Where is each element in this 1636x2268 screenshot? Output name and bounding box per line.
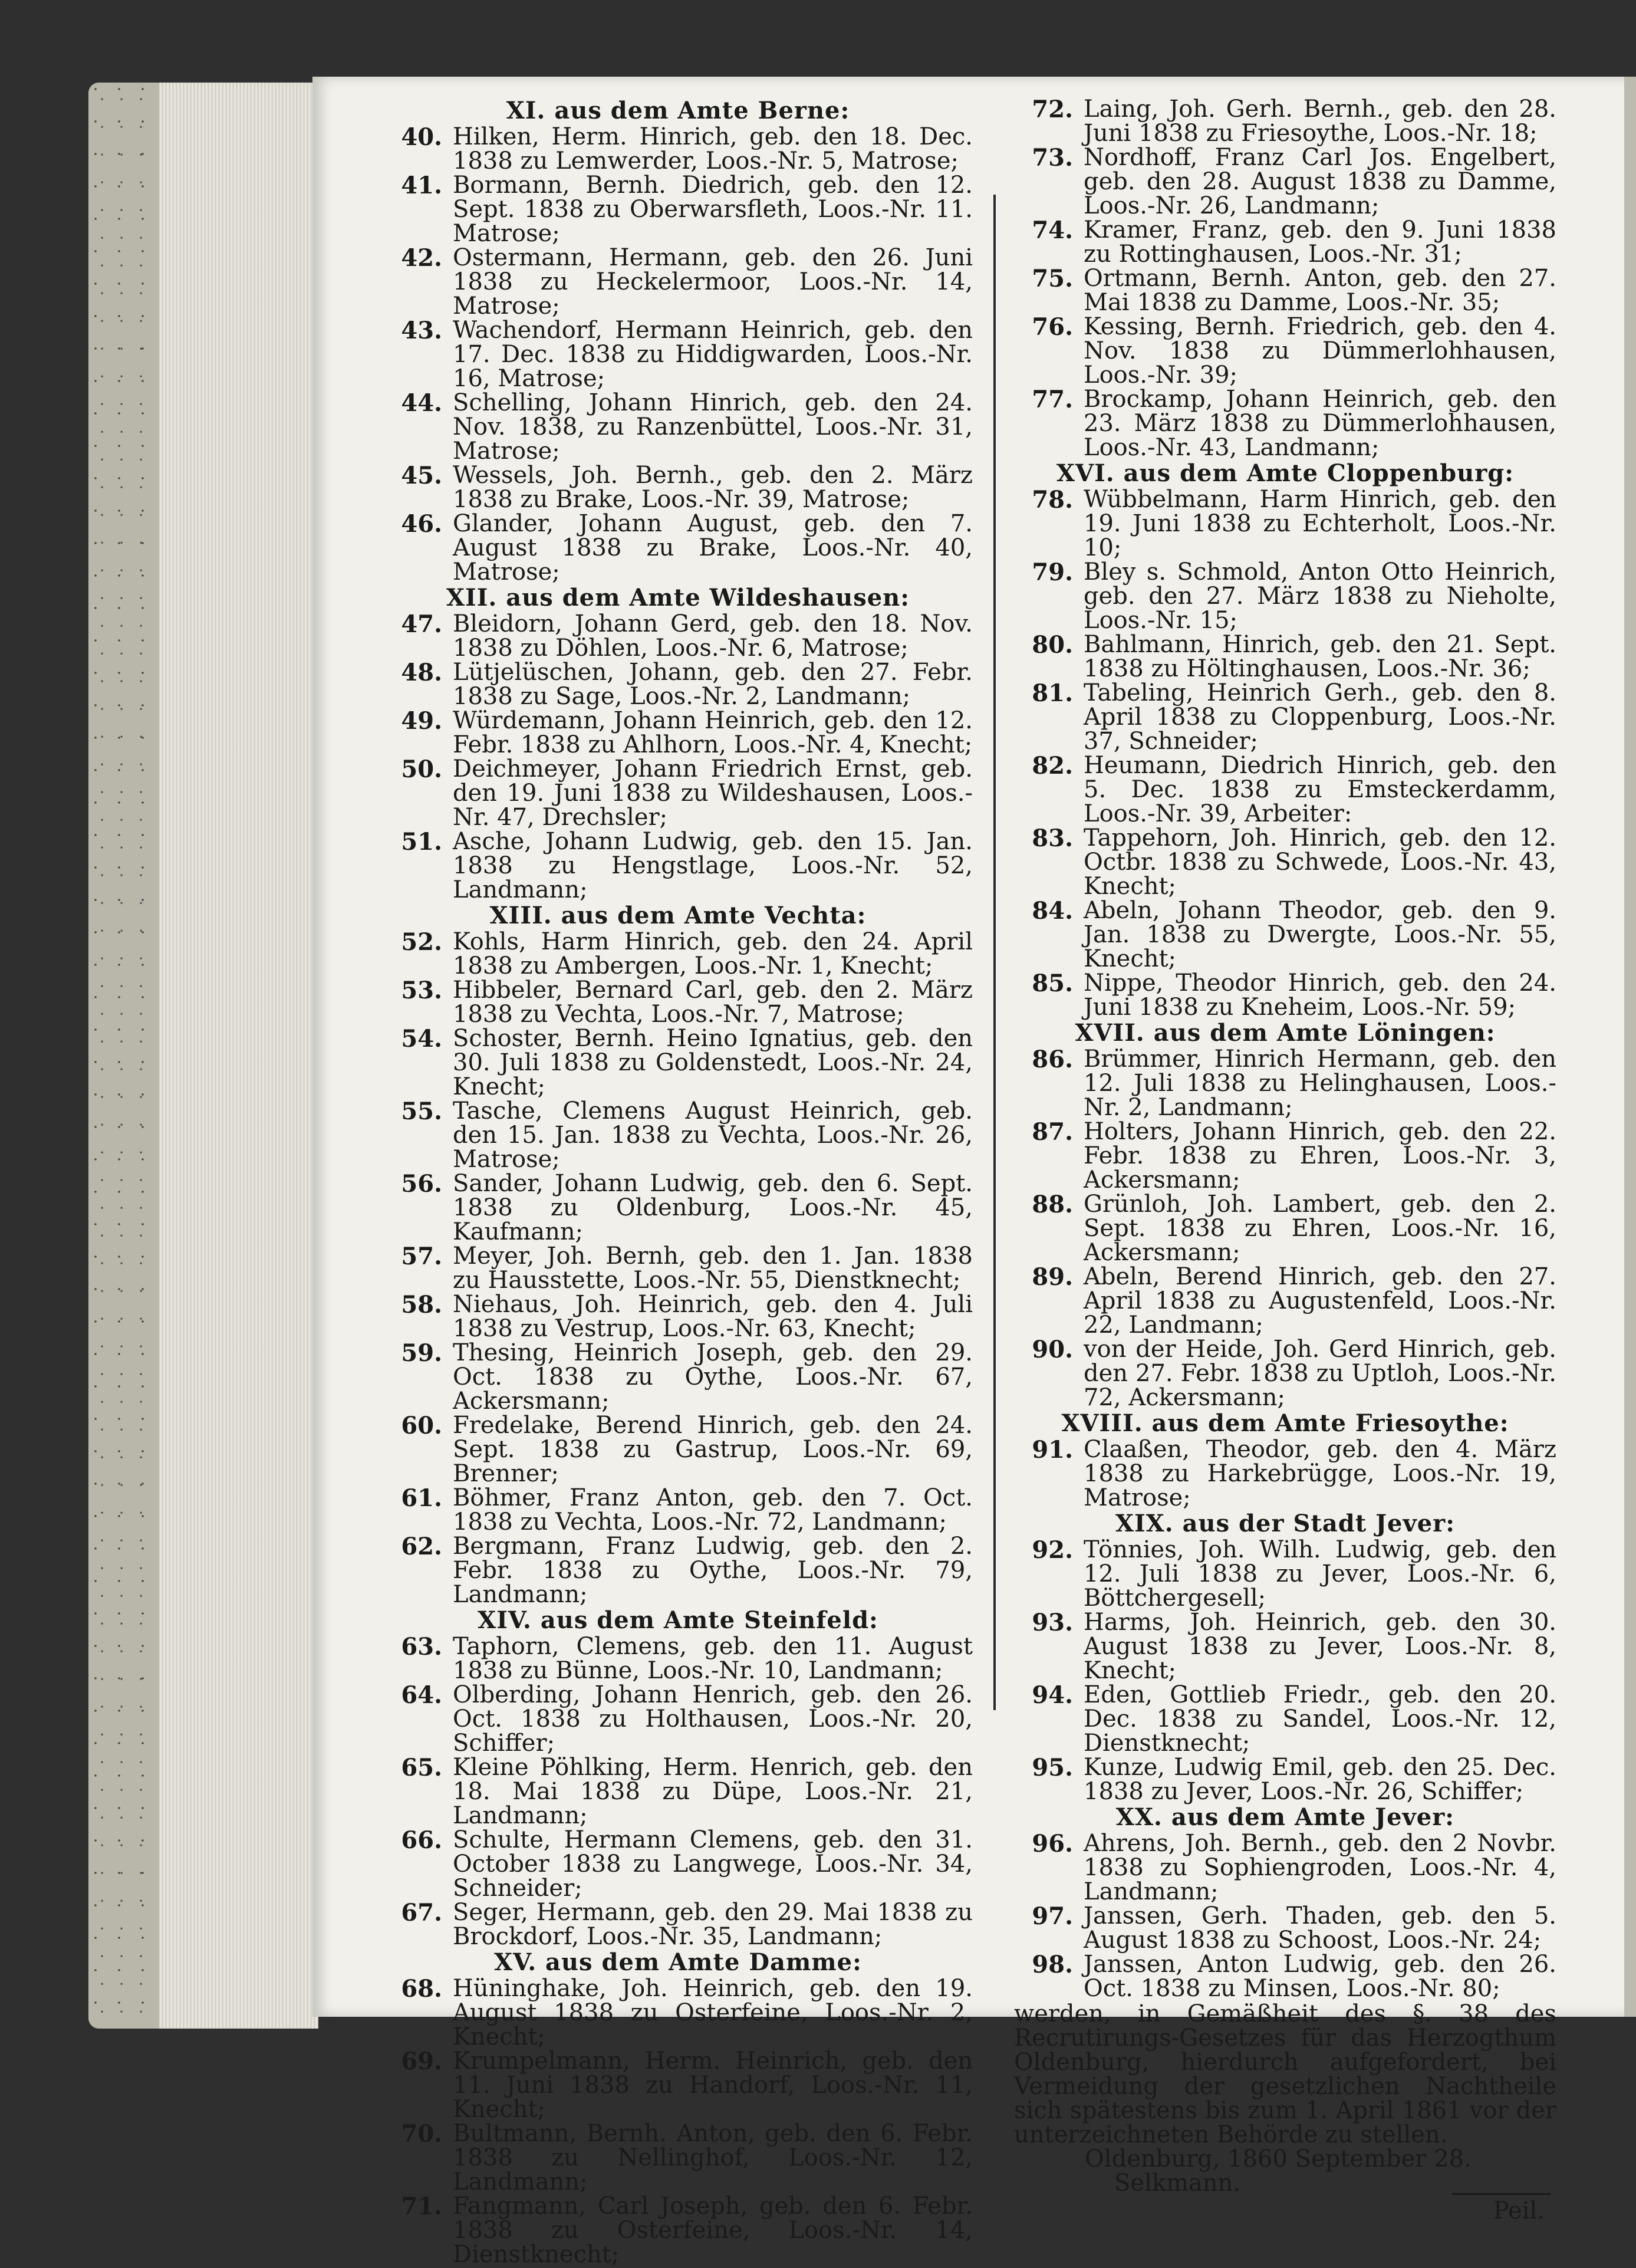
entry-text: Meyer, Joh. Bernh, geb. den 1. Jan. 1838 zu Hausstette, Loos.-Nr. 55, Dienstknecht; bbox=[453, 1243, 973, 1294]
entry-number: 74. bbox=[1032, 216, 1073, 244]
entry-number: 47. bbox=[401, 610, 442, 638]
entry-text: Ostermann, Hermann, geb. den 26. Juni 1838 zu Heckelermoor, Loos.-Nr. 14, Matrose; bbox=[453, 244, 973, 320]
register-entry bbox=[383, 2194, 973, 2267]
register-entry bbox=[1014, 1047, 1556, 1120]
entry-text: Niehaus, Joh. Heinrich, geb. den 4. Juli 1838 zu Vestrup, Loos.-Nr. 63, Knecht; bbox=[453, 1291, 973, 1342]
entry-text: Tönnies, Joh. Wilh. Ludwig, geb. den 12. Juli 1838 zu Jever, Loos.-Nr. 6, Böttchergesell; bbox=[1084, 1536, 1556, 1612]
entry-number: 46. bbox=[401, 510, 442, 538]
entry-number: 75. bbox=[1032, 265, 1073, 292]
entry-number: 61. bbox=[401, 1484, 442, 1512]
entry-number: 76. bbox=[1032, 313, 1073, 341]
entry-text: Lütjelüschen, Johann, geb. den 27. Febr. 1838 zu Sage, Loos.-Nr. 2, Landmann; bbox=[453, 659, 973, 710]
entry-number: 94. bbox=[1032, 1681, 1073, 1709]
entry-text: Bergmann, Franz Ludwig, geb. den 2. Febr. 1838 zu Oythe, Loos.-Nr. 79, Landmann; bbox=[453, 1533, 973, 1608]
entry-number: 63. bbox=[401, 1633, 442, 1661]
register-entry bbox=[1014, 1756, 1556, 1804]
register-entry bbox=[383, 173, 973, 246]
entry-text: Schulte, Hermann Clemens, geb. den 31. October 1838 zu Langwege, Loos.-Nr. 34, Schneider; bbox=[453, 1826, 973, 1902]
entry-text: Ahrens, Joh. Bernh., geb. den 2 Novbr. 1838 zu Sophiengroden, Loos.-Nr. 4, Landmann; bbox=[1084, 1830, 1556, 1905]
register-entry bbox=[1014, 1192, 1556, 1265]
signature-peil: Peil. bbox=[1452, 2193, 1551, 2224]
entry-text: Wübbelmann, Harm Hinrich, geb. den 19. Juni 1838 zu Echterholt, Loos.-Nr. 10; bbox=[1084, 486, 1556, 561]
entry-text: Kramer, Franz, geb. den 9. Juni 1838 zu Rottinghausen, Loos.-Nr. 31; bbox=[1084, 216, 1556, 268]
register-entry bbox=[383, 512, 973, 584]
entry-text: Deichmeyer, Johann Friedrich Ernst, geb. den 19. Juni 1838 zu Wildeshausen, Loos.-Nr. 47, Drechsler; bbox=[453, 755, 973, 831]
entry-text: Tappehorn, Joh. Hinrich, geb. den 12. Octbr. 1838 zu Schwede, Loos.-Nr. 43, Knecht; bbox=[1084, 824, 1556, 900]
entry-number: 80. bbox=[1032, 631, 1073, 659]
register-entry bbox=[383, 1414, 973, 1486]
entry-text: Tabeling, Heinrich Gerh., geb. den 8. April 1838 zu Cloppenburg, Loos.-Nr. 37, Schneider; bbox=[1084, 679, 1556, 755]
entry-text: Grünloh, Joh. Lambert, geb. den 2. Sept. 1838 zu Ehren, Loos.-Nr. 16, Ackersmann; bbox=[1084, 1191, 1556, 1266]
entry-number: 69. bbox=[401, 2047, 442, 2075]
entry-text: Brockamp, Johann Heinrich, geb. den 23. März 1838 zu Dümmerlohhausen, Loos.-Nr. 43, Landmann; bbox=[1084, 386, 1556, 461]
entry-text: Nordhoff, Franz Carl Jos. Engelbert, geb. den 28. August 1838 zu Damme, Loos.-Nr. 26, Landmann; bbox=[1084, 144, 1556, 219]
register-entry bbox=[1014, 488, 1556, 560]
register-entry bbox=[383, 709, 973, 757]
entry-text: von der Heide, Joh. Gerd Hinrich, geb. den 27. Febr. 1838 zu Uptloh, Loos.-Nr. 72, Ackersmann; bbox=[1084, 1336, 1556, 1411]
entry-number: 81. bbox=[1032, 679, 1073, 707]
entry-text: Hüninghake, Joh. Heinrich, geb. den 19. August 1838 zu Osterfeine, Loos.-Nr. 2, Knecht; bbox=[453, 1975, 973, 2050]
section-heading: XII. aus dem Amte Wildeshausen: bbox=[446, 584, 910, 612]
entry-text: Eden, Gottlieb Friedr., geb. den 20. Dec. 1838 zu Sandel, Loos.-Nr. 12, Dienstknecht; bbox=[1084, 1681, 1556, 1757]
entry-number: 64. bbox=[401, 1681, 442, 1709]
entry-number: 49. bbox=[401, 707, 442, 735]
dateline: Oldenburg, 1860 September 28. bbox=[1085, 2145, 1472, 2172]
register-entry bbox=[383, 2049, 973, 2122]
register-entry bbox=[1014, 1953, 1556, 2001]
entry-number: 83. bbox=[1032, 824, 1073, 852]
entry-text: Fredelake, Berend Hinrich, geb. den 24. Sept. 1838 zu Gastrup, Loos.-Nr. 69, Brenner; bbox=[453, 1412, 973, 1487]
entry-number: 45. bbox=[401, 462, 442, 489]
register-entry bbox=[383, 1172, 973, 1244]
entry-number: 57. bbox=[401, 1243, 442, 1270]
register-entry bbox=[383, 1099, 973, 1172]
register-entry bbox=[383, 125, 973, 173]
register-entry bbox=[1014, 633, 1556, 681]
register-entry bbox=[383, 1341, 973, 1414]
register-entry bbox=[1014, 560, 1556, 633]
register-entry bbox=[383, 612, 973, 660]
entry-number: 40. bbox=[401, 123, 442, 151]
section-heading: XIII. aus dem Amte Vechta: bbox=[489, 902, 867, 929]
register-entry bbox=[383, 1901, 973, 1949]
entry-number: 78. bbox=[1032, 486, 1073, 514]
entry-number: 59. bbox=[401, 1339, 442, 1367]
register-entry bbox=[383, 391, 973, 464]
register-entry bbox=[1014, 1438, 1556, 1510]
section-heading: XVII. aus dem Amte Löningen: bbox=[1075, 1019, 1496, 1047]
entry-number: 48. bbox=[401, 659, 442, 686]
entry-text: Holters, Johann Hinrich, geb. den 22. Febr. 1838 zu Ehren, Loos.-Nr. 3, Ackersmann; bbox=[1084, 1118, 1556, 1194]
entry-number: 90. bbox=[1032, 1336, 1073, 1363]
entry-text: Kohls, Harm Hinrich, geb. den 24. April 1838 zu Ambergen, Loos.-Nr. 1, Knecht; bbox=[453, 928, 973, 979]
register-entry bbox=[1014, 826, 1556, 899]
entry-number: 60. bbox=[401, 1412, 442, 1439]
register-entry bbox=[383, 660, 973, 709]
entry-number: 43. bbox=[401, 317, 442, 344]
register-entry bbox=[1014, 1832, 1556, 1904]
entry-number: 87. bbox=[1032, 1118, 1073, 1146]
entry-text: Bley s. Schmold, Anton Otto Heinrich, geb. den 27. März 1838 zu Nieholte, Loos.-Nr. 15; bbox=[1084, 558, 1556, 634]
entry-number: 52. bbox=[401, 928, 442, 956]
entry-number: 86. bbox=[1032, 1046, 1073, 1073]
entry-number: 65. bbox=[401, 1754, 442, 1781]
entry-text: Sander, Johann Ludwig, geb. den 6. Sept. 1838 zu Oldenburg, Loos.-Nr. 45, Kaufmann; bbox=[453, 1170, 973, 1245]
entry-number: 89. bbox=[1032, 1263, 1073, 1291]
entry-text: Schoster, Bernh. Heino Ignatius, geb. den 30. Juli 1838 zu Goldenstedt, Loos.-Nr. 24, Knecht; bbox=[453, 1025, 973, 1100]
closing-paragraph: werden, in Gemäßheit des §. 38 des Recrutirungs-Gesetzes für das Herzogthum Oldenburg, hierdurch aufgefordert, bei Vermeidung der gesetzlichen Nachtheile sich spätestens bis zum 1. April 1861 vor der unterzeichneten Behörde zu stellen. bbox=[1014, 2000, 1556, 2148]
register-entry bbox=[1014, 1337, 1556, 1410]
entry-text: Laing, Joh. Gerh. Bernh., geb. den 28. Juni 1838 zu Friesoythe, Loos.-Nr. 18; bbox=[1084, 96, 1556, 147]
entry-number: 44. bbox=[401, 389, 442, 417]
entry-number: 98. bbox=[1032, 1951, 1073, 1978]
register-entry bbox=[1014, 387, 1556, 460]
section-heading: XIX. aus der Stadt Jever: bbox=[1115, 1510, 1456, 1537]
entry-number: 77. bbox=[1032, 386, 1073, 413]
register-entry bbox=[383, 318, 973, 391]
register-entry bbox=[1014, 97, 1556, 146]
register-entry bbox=[383, 1027, 973, 1099]
entry-number: 56. bbox=[401, 1170, 442, 1198]
register-entry bbox=[383, 830, 973, 902]
speckled-book-cover bbox=[88, 83, 159, 2029]
entry-number: 55. bbox=[401, 1097, 442, 1125]
entry-number: 58. bbox=[401, 1291, 442, 1319]
entry-number: 42. bbox=[401, 244, 442, 272]
register-entry bbox=[1014, 218, 1556, 267]
left-column bbox=[383, 97, 973, 2267]
entry-text: Bahlmann, Hinrich, geb. den 21. Sept. 1838 zu Höltinghausen, Loos.-Nr. 36; bbox=[1084, 631, 1556, 682]
register-entry bbox=[383, 1683, 973, 1756]
register-entry bbox=[383, 1977, 973, 2049]
entry-number: 70. bbox=[401, 2120, 442, 2148]
entry-number: 71. bbox=[401, 2193, 442, 2220]
register-entry bbox=[1014, 1610, 1556, 1683]
register-entry bbox=[1014, 267, 1556, 315]
signature-block bbox=[1014, 2199, 1556, 2223]
entry-text: Claaßen, Theodor, geb. den 4. März 1838 zu Harkebrügge, Loos.-Nr. 19, Matrose; bbox=[1084, 1436, 1556, 1511]
register-entry bbox=[1014, 971, 1556, 1020]
entry-text: Krumpelmann, Herm. Heinrich, geb. den 11. Juni 1838 zu Handorf, Loos.-Nr. 11, Knecht; bbox=[453, 2047, 973, 2123]
register-entry bbox=[1014, 146, 1556, 218]
entry-number: 91. bbox=[1032, 1436, 1073, 1464]
register-entry bbox=[1014, 315, 1556, 387]
right-column bbox=[1014, 97, 1556, 2223]
entry-text: Hibbeler, Bernard Carl, geb. den 2. März 1838 zu Vechta, Loos.-Nr. 7, Matrose; bbox=[453, 977, 973, 1028]
entry-text: Bormann, Bernh. Diedrich, geb. den 12. Sept. 1838 zu Oberwarsfleth, Loos.-Nr. 11. Matrose; bbox=[453, 172, 973, 247]
entry-number: 84. bbox=[1032, 897, 1073, 925]
entry-text: Harms, Joh. Heinrich, geb. den 30. August 1838 zu Jever, Loos.-Nr. 8, Knecht; bbox=[1084, 1609, 1556, 1684]
register-entry bbox=[383, 1486, 973, 1534]
entry-number: 53. bbox=[401, 977, 442, 1004]
register-entry bbox=[383, 2122, 973, 2194]
section-heading: XIV. aus dem Amte Steinfeld: bbox=[478, 1606, 878, 1634]
entry-text: Abeln, Johann Theodor, geb. den 9. Jan. 1838 zu Dwergte, Loos.-Nr. 55, Knecht; bbox=[1084, 897, 1556, 972]
entry-text: Hilken, Herm. Hinrich, geb. den 18. Dec. 1838 zu Lemwerder, Loos.-Nr. 5, Matrose; bbox=[453, 123, 973, 175]
entry-text: Seger, Hermann, geb. den 29. Mai 1838 zu Brockdorf, Loos.-Nr. 35, Landmann; bbox=[453, 1899, 973, 1950]
entry-number: 66. bbox=[401, 1826, 442, 1854]
section-heading: XV. aus dem Amte Damme: bbox=[494, 1948, 862, 1976]
register-entry bbox=[383, 464, 973, 512]
entry-number: 96. bbox=[1032, 1830, 1073, 1858]
entry-text: Asche, Johann Ludwig, geb. den 15. Jan. 1838 zu Hengstlage, Loos.-Nr. 52, Landmann; bbox=[453, 828, 973, 903]
register-entry bbox=[383, 1244, 973, 1293]
entry-text: Bultmann, Bernh. Anton, geb. den 6. Febr. 1838 zu Nellinghof, Loos.-Nr. 12, Landmann; bbox=[453, 2120, 973, 2195]
entry-number: 51. bbox=[401, 828, 442, 856]
register-entry bbox=[1014, 899, 1556, 971]
right-column-entries bbox=[1014, 97, 1556, 2001]
entry-text: Abeln, Berend Hinrich, geb. den 27. April 1838 zu Augustenfeld, Loos.-Nr. 22, Landmann; bbox=[1084, 1263, 1556, 1339]
facing-page-edge bbox=[1624, 77, 1636, 2017]
column-divider bbox=[993, 195, 996, 1710]
entry-text: Thesing, Heinrich Joseph, geb. den 29. Oct. 1838 zu Oythe, Loos.-Nr. 67, Ackersmann; bbox=[453, 1339, 973, 1415]
entry-number: 67. bbox=[401, 1899, 442, 1927]
entry-number: 85. bbox=[1032, 969, 1073, 997]
entry-number: 92. bbox=[1032, 1536, 1073, 1564]
entry-number: 68. bbox=[401, 1975, 442, 2003]
register-entry bbox=[383, 1828, 973, 1901]
register-entry bbox=[1014, 1538, 1556, 1610]
entry-text: Olberding, Johann Henrich, geb. den 26. Oct. 1838 zu Holthausen, Loos.-Nr. 20, Schiffer; bbox=[453, 1681, 973, 1757]
entry-number: 54. bbox=[401, 1025, 442, 1053]
register-entry bbox=[383, 246, 973, 318]
entry-number: 50. bbox=[401, 755, 442, 783]
entry-number: 93. bbox=[1032, 1609, 1073, 1636]
entry-text: Janssen, Anton Ludwig, geb. den 26. Oct. 1838 zu Minsen, Loos.-Nr. 80; bbox=[1084, 1951, 1556, 2002]
section-heading: XVIII. aus dem Amte Friesoythe: bbox=[1061, 1409, 1509, 1437]
entry-text: Nippe, Theodor Hinrich, geb. den 24. Juni 1838 zu Kneheim, Loos.-Nr. 59; bbox=[1084, 969, 1556, 1021]
entry-text: Bleidorn, Johann Gerd, geb. den 18. Nov. 1838 zu Döhlen, Loos.-Nr. 6, Matrose; bbox=[453, 610, 973, 662]
entry-text: Janssen, Gerh. Thaden, geb. den 5. August 1838 zu Schoost, Loos.-Nr. 24; bbox=[1084, 1902, 1556, 1954]
entry-text: Schelling, Johann Hinrich, geb. den 24. Nov. 1838, zu Ranzenbüttel, Loos.-Nr. 31, Matrose; bbox=[453, 389, 973, 465]
register-entry bbox=[383, 757, 973, 830]
register-entry bbox=[1014, 1904, 1556, 1953]
entry-number: 95. bbox=[1032, 1754, 1073, 1781]
register-entry bbox=[383, 930, 973, 978]
register-entry bbox=[1014, 1683, 1556, 1756]
entry-number: 97. bbox=[1032, 1902, 1073, 1930]
section-heading: XI. aus dem Amte Berne: bbox=[506, 97, 850, 124]
entry-text: Taphorn, Clemens, geb. den 11. August 1838 zu Bünne, Loos.-Nr. 10, Landmann; bbox=[453, 1633, 973, 1684]
entry-text: Tasche, Clemens August Heinrich, geb. den 15. Jan. 1838 zu Vechta, Loos.-Nr. 26, Matrose; bbox=[453, 1097, 973, 1173]
entry-number: 72. bbox=[1032, 96, 1073, 123]
book-page-edges bbox=[88, 83, 318, 2029]
entry-text: Fangmann, Carl Joseph, geb. den 6. Febr. 1838 zu Osterfeine, Loos.-Nr. 14, Dienstknecht; bbox=[453, 2193, 973, 2268]
entry-text: Kessing, Bernh. Friedrich, geb. den 4. Nov. 1838 zu Dümmerlohhausen, Loos.-Nr. 39; bbox=[1084, 313, 1556, 389]
entry-text: Wessels, Joh. Bernh., geb. den 2. März 1838 zu Brake, Loos.-Nr. 39, Matrose; bbox=[453, 462, 973, 513]
entry-text: Würdemann, Johann Heinrich, geb. den 12. Febr. 1838 zu Ahlhorn, Loos.-Nr. 4, Knecht; bbox=[453, 707, 973, 758]
entry-text: Glander, Johann August, geb. den 7. August 1838 zu Brake, Loos.-Nr. 40, Matrose; bbox=[453, 510, 973, 586]
entry-text: Heumann, Diedrich Hinrich, geb. den 5. Dec. 1838 zu Emsteckerdamm, Loos.-Nr. 39, Arbeiter: bbox=[1084, 752, 1556, 827]
register-entry bbox=[383, 1635, 973, 1683]
entry-text: Kleine Pöhlking, Herm. Henrich, geb. den 18. Mai 1838 zu Düpe, Loos.-Nr. 21, Landmann; bbox=[453, 1754, 973, 1829]
entry-text: Brümmer, Hinrich Hermann, geb. den 12. Juli 1838 zu Helinghausen, Loos.-Nr. 2, Landmann; bbox=[1084, 1046, 1556, 1121]
entry-text: Kunze, Ludwig Emil, geb. den 25. Dec. 1838 zu Jever, Loos.-Nr. 26, Schiffer; bbox=[1084, 1754, 1556, 1805]
entry-number: 62. bbox=[401, 1533, 442, 1560]
register-entry bbox=[383, 978, 973, 1027]
entry-text: Wachendorf, Hermann Heinrich, geb. den 17. Dec. 1838 zu Hiddigwarden, Loos.-Nr. 16, Matrose; bbox=[453, 317, 973, 392]
register-entry bbox=[1014, 1120, 1556, 1192]
entry-number: 88. bbox=[1032, 1191, 1073, 1218]
signature-selkmann: Selkmann. bbox=[1114, 2170, 1241, 2197]
section-heading: XX. aus dem Amte Jever: bbox=[1115, 1803, 1455, 1831]
register-entry bbox=[383, 1293, 973, 1341]
register-entry bbox=[383, 1756, 973, 1828]
entry-text: Böhmer, Franz Anton, geb. den 7. Oct. 1838 zu Vechta, Loos.-Nr. 72, Landmann; bbox=[453, 1484, 973, 1536]
entry-text: Ortmann, Bernh. Anton, geb. den 27. Mai 1838 zu Damme, Loos.-Nr. 35; bbox=[1084, 265, 1556, 316]
entry-number: 73. bbox=[1032, 144, 1073, 172]
register-entry bbox=[1014, 754, 1556, 826]
register-entry bbox=[1014, 681, 1556, 754]
entry-number: 41. bbox=[401, 172, 442, 199]
register-entry bbox=[383, 1534, 973, 1607]
section-heading: XVI. aus dem Amte Cloppenburg: bbox=[1056, 459, 1514, 487]
entry-number: 82. bbox=[1032, 752, 1073, 780]
entry-number: 79. bbox=[1032, 558, 1073, 586]
register-entry bbox=[1014, 1265, 1556, 1337]
